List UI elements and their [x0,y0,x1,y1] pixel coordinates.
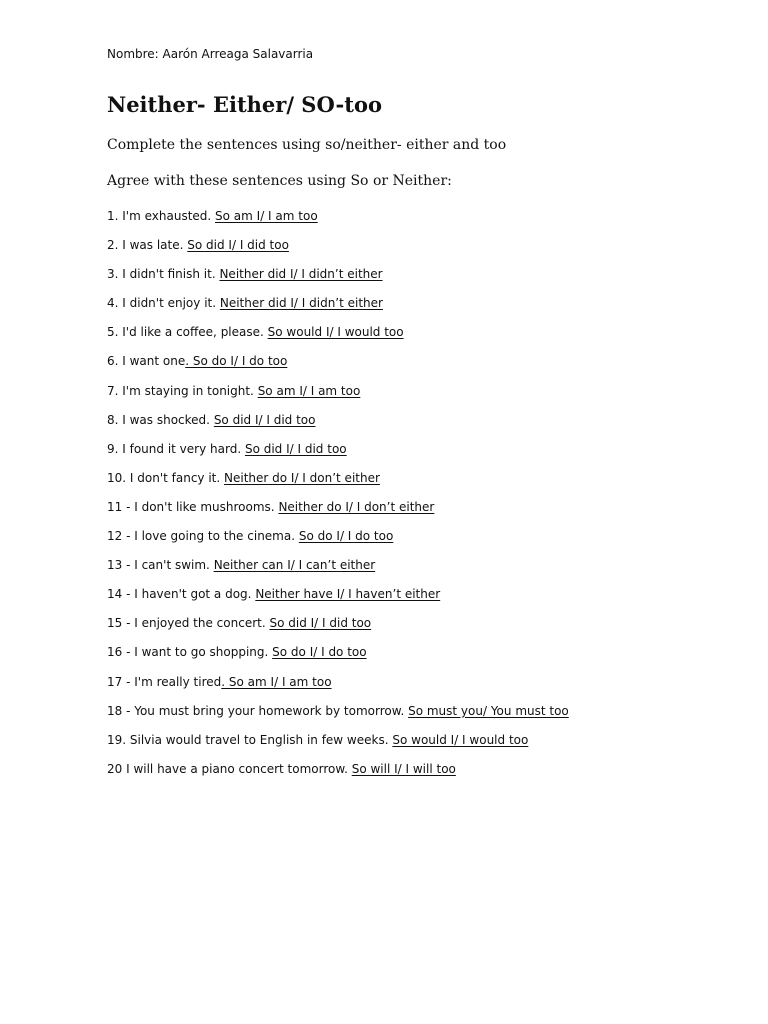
exercise-answer: So do I/ I do too [272,645,367,660]
student-name-line: Nombre: Aarón Arreaga Salavarria [107,47,314,61]
exercise-answer: So did I/ I did too [213,412,316,427]
exercise-prompt: 8. I was shocked. [107,412,214,427]
exercise-answer: So would I/ I would too [267,325,404,340]
exercise-item-15 [107,614,569,643]
exercise-answer: . So do I/ I do too [185,354,288,369]
exercise-prompt: 3. I didn't finish it. [107,267,220,282]
exercise-prompt: 12 - I love going to the cinema. [107,529,299,544]
exercise-answer: . So am I/ I am too [221,674,332,689]
exercise-prompt: 1. I'm exhausted. [107,209,216,223]
exercise-item-3 [107,265,569,294]
exercise-answer: So must you/ You must too [408,703,569,718]
exercise-item-13 [107,556,569,585]
exercise-prompt: 14 - I haven't got a dog. [107,587,256,602]
exercise-item-12 [107,527,569,556]
exercise-answer: Neither did I/ I didn’t either [219,267,383,282]
exercise-item-11 [107,498,569,527]
exercise-item-10 [107,469,569,498]
exercise-prompt: 11 - I don't like mushrooms. [107,499,279,514]
exercise-answer: So am I/ I am too [257,383,361,398]
exercise-item-6 [107,352,569,381]
exercise-answer: So would I/ I would too [392,732,529,747]
exercise-answer: Neither do I/ I don’t either [278,499,435,514]
exercise-prompt: 2. I was late. [107,238,188,253]
exercise-answer: Neither can I/ I can’t either [213,558,376,573]
exercise-item-19 [107,731,569,760]
exercise-item-9 [107,440,569,469]
exercise-answer: Neither have I/ I haven’t either [255,587,441,602]
exercise-item-1 [107,207,569,236]
exercise-answer: So did I/ I did too [244,441,347,456]
exercise-item-4 [107,294,569,323]
exercise-prompt: 16 - I want to go shopping. [107,645,273,660]
exercise-item-20 [107,760,569,789]
exercise-prompt: 6. I want one [107,354,186,369]
exercise-prompt: 19. Silvia would travel to English in few weeks. [107,732,393,747]
exercise-answer: So did I/ I did too [269,616,372,631]
exercise-answer: Neither did I/ I didn’t either [219,296,383,311]
instruction-agree-sentences: Agree with these sentences using So or Neither: [107,173,452,189]
exercise-item-5 [107,323,569,352]
exercise-list [107,207,569,789]
exercise-prompt: 9. I found it very hard. [107,441,245,456]
exercise-prompt: 20 I will have a piano concert tomorrow. [107,761,352,776]
exercise-prompt: 13 - I can't swim. [107,558,214,573]
instruction-complete-sentences: Complete the sentences using so/neither- either and too [107,137,507,153]
exercise-prompt: 18 - You must bring your homework by tomorrow. [107,703,409,718]
exercise-answer: So did I/ I did too [187,238,289,253]
exercise-answer: So do I/ I do too [298,529,394,544]
exercise-item-18 [107,702,569,731]
exercise-prompt: 4. I didn't enjoy it. [107,296,220,311]
exercise-answer: So will I/ I will too [351,761,456,776]
worksheet-title: Neither- Either/ SO-too [107,92,382,117]
exercise-item-14 [107,585,569,614]
exercise-item-16 [107,643,569,672]
exercise-item-8 [107,411,569,440]
exercise-prompt: 10. I don't fancy it. [107,470,224,485]
exercise-answer: So am I/ I am too [215,209,318,223]
exercise-prompt: 15 - I enjoyed the concert. [107,616,270,631]
exercise-item-7 [107,382,569,411]
exercise-prompt: 5. I'd like a coffee, please. [107,325,268,340]
exercise-prompt: 17 - I'm really tired [107,674,222,689]
exercise-prompt: 7. I'm staying in tonight. [107,383,258,398]
exercise-answer: Neither do I/ I don’t either [224,470,380,485]
exercise-item-17 [107,673,569,702]
exercise-item-2 [107,236,569,265]
